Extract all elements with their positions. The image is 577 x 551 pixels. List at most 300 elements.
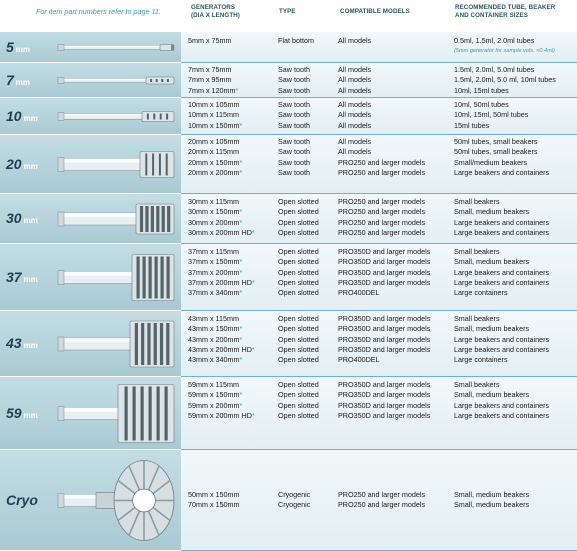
generator-type (278, 247, 319, 257)
recommended-sizes-text: 15ml tubes (454, 120, 490, 130)
probe-slot (166, 323, 169, 365)
generator-dimensions-cell (188, 380, 255, 421)
generator-probe-image (40, 32, 178, 63)
generator-dimensions-text: 37mm x 340mm (188, 288, 240, 298)
compatible-models-text: PRO250 and larger models (338, 207, 426, 217)
probe-shaft-highlight (60, 46, 162, 47)
recommended-sizes (454, 100, 528, 110)
probe-slot (149, 257, 152, 299)
recommended-sizes (454, 490, 529, 500)
generator-type (278, 197, 319, 207)
generator-type (278, 36, 314, 46)
asterisk-marker: * (239, 324, 243, 334)
generator-size-label (6, 156, 38, 172)
compatible-models-text: PRO350D and larger models (338, 344, 431, 354)
generator-dimensions-cell (188, 247, 255, 298)
generator-type-text: Open slotted (278, 400, 319, 410)
asterisk-marker: * (239, 257, 243, 267)
compatible-models-text: PRO350D and larger models (338, 380, 431, 389)
generator-dimensions (188, 197, 255, 207)
compatible-models-text: All models (338, 147, 372, 157)
generator-dimensions-text: 7mm x 95mm (188, 75, 232, 85)
compatible-models (338, 65, 371, 75)
compatible-models (338, 228, 425, 238)
generator-dimensions-cell (188, 137, 242, 178)
asterisk-marker: * (239, 207, 243, 217)
generator-type-text: Open slotted (278, 207, 319, 217)
compatible-models-text: PRO250 and larger models (338, 227, 426, 237)
compatible-models-text: All models (338, 65, 372, 74)
probe-slot (145, 206, 148, 232)
generator-dimensions-text: 10mm x 150mm (188, 120, 240, 130)
generator-type (278, 121, 310, 131)
generator-type (278, 390, 319, 400)
compatible-models (338, 158, 425, 168)
generator-type (278, 324, 319, 334)
generator-dimensions (188, 218, 255, 228)
recommended-sizes (454, 278, 549, 288)
generator-dimensions (188, 278, 255, 288)
compatible-models-text: PRO250 and larger models (338, 157, 426, 167)
probe-slot (125, 387, 128, 441)
generator-dimensions (188, 401, 255, 411)
generator-type (278, 65, 310, 75)
generator-type-text: Open slotted (278, 410, 319, 420)
generator-image-cell (0, 98, 181, 135)
recommended-sizes-text: Large beakers and containers (454, 277, 550, 287)
generator-type (278, 158, 310, 168)
size-value: 5 (6, 38, 14, 55)
generator-type (278, 147, 310, 157)
generator-type-text: Saw tooth (278, 147, 310, 157)
generator-dimensions-text: 43mm x 115mm (188, 314, 239, 323)
probe-slot (162, 206, 165, 232)
recommended-sizes-text: Small beakers (454, 197, 500, 206)
recommended-sizes (454, 168, 549, 178)
asterisk-marker: * (239, 120, 243, 130)
generator-dimensions-text: 30mm x 200mm (188, 217, 240, 227)
recommended-sizes (454, 86, 556, 96)
probe-slot (157, 387, 160, 441)
asterisk-marker: * (239, 157, 243, 167)
compatible-models-text: PRO250 and larger models (338, 217, 426, 227)
generator-type-text: Open slotted (278, 355, 319, 365)
generator-type-text: Open slotted (278, 197, 319, 206)
generator-type-text: Saw tooth (278, 157, 310, 167)
size-value: 10 (6, 107, 22, 124)
asterisk-marker: * (239, 390, 243, 400)
recommended-sizes (454, 247, 549, 257)
probe-slot (147, 114, 149, 120)
size-unit: mm (23, 341, 38, 350)
generator-dimensions-text: 20mm x 200mm (188, 167, 240, 177)
generator-type (278, 168, 310, 178)
recommended-sizes-text: 10ml, 15ml, 50ml tubes (454, 110, 529, 120)
generator-dimensions (188, 36, 232, 46)
generator-spec-cell (181, 244, 577, 311)
generator-dimensions-cell (188, 490, 240, 511)
compatible-models-text: PRO350D and larger models (338, 390, 431, 400)
generator-spec-cell (181, 63, 577, 98)
asterisk-marker: * (251, 277, 255, 287)
generator-type-text: Saw tooth (278, 167, 310, 177)
compatible-models-text: All models (338, 100, 372, 109)
probe-slot (167, 206, 170, 232)
generator-dimensions (188, 324, 255, 334)
generator-type-cell (278, 137, 310, 178)
probe-slot (156, 206, 159, 232)
probe-shaft-highlight (60, 408, 120, 412)
generator-image-cell (0, 194, 181, 244)
recommended-sizes-cell (454, 137, 549, 178)
compatible-models (338, 288, 430, 298)
generator-type (278, 110, 310, 120)
asterisk-marker: * (239, 167, 243, 177)
generator-dimensions-text: 10mm x 105mm (188, 100, 240, 109)
recommended-sizes-text: Small beakers (454, 314, 500, 323)
header-recommended: RECOMMENDED TUBE, BEAKER AND CONTAINER SIZES (455, 4, 556, 19)
recommended-sizes-text: Small, medium beakers (454, 207, 530, 217)
generator-image-cell (0, 135, 181, 194)
compatible-models-cell (338, 137, 425, 178)
compatible-models-text: PRO350D and larger models (338, 324, 431, 334)
recommended-note: (5mm generator for sample vols. <0.4ml) (454, 48, 555, 55)
generator-type-text: Saw tooth (278, 85, 310, 95)
generator-size-label (6, 210, 38, 226)
recommended-sizes (454, 75, 556, 85)
compatible-models-cell (338, 380, 430, 421)
probe-shaft-highlight (60, 114, 144, 116)
generator-dimensions-cell (188, 36, 232, 46)
compatible-models-text: PRO250 and larger models (338, 500, 426, 510)
recommended-sizes (454, 228, 549, 238)
compatible-models-text: PRO350D and larger models (338, 267, 431, 277)
generator-dimensions-text: 7mm x 75mm (188, 65, 232, 74)
generator-size-label (6, 39, 30, 55)
compatible-models-cell (338, 100, 371, 131)
generator-dimensions (188, 75, 238, 85)
recommended-sizes-text: 50ml tubes, small beakers (454, 147, 538, 157)
generator-dimensions (188, 168, 242, 178)
generator-dimensions-text: 70mm x 150mm (188, 500, 240, 510)
generator-spec-cell (181, 98, 577, 135)
probe-shaft-highlight (60, 79, 148, 80)
recommended-sizes-text: 50ml tubes, small beakers (454, 137, 538, 146)
generator-dimensions-text: 37mm x 115mm (188, 247, 239, 256)
generator-spec-cell (181, 194, 577, 244)
generator-dimensions-text: 59mm x 150mm (188, 390, 240, 400)
recommended-sizes (454, 137, 549, 147)
compatible-models (338, 147, 425, 157)
compatible-models-text: All models (338, 120, 372, 130)
generator-dimensions (188, 380, 255, 390)
recommended-sizes-text: Small/medium beakers (454, 157, 528, 167)
recommended-sizes-cell (454, 100, 528, 131)
compatible-models (338, 380, 430, 390)
size-value: 43 (6, 335, 22, 351)
compatible-models-cell (338, 247, 430, 298)
recommended-sizes (454, 268, 549, 278)
compatible-models-text: PRO350D and larger models (338, 334, 431, 344)
recommended-sizes (454, 390, 549, 400)
generator-dimensions (188, 355, 255, 365)
asterisk-marker: * (235, 85, 239, 95)
recommended-sizes-text: Small, medium beakers (454, 500, 530, 510)
compatible-models (338, 247, 430, 257)
probe-slot (133, 387, 136, 441)
probe-head (140, 152, 174, 178)
generator-type-text: Open slotted (278, 344, 319, 354)
probe-collar (58, 407, 64, 421)
table-row (0, 135, 577, 194)
generator-dimensions-text: 43mm x 200mm HD (188, 344, 252, 354)
recommended-sizes (454, 345, 549, 355)
generator-dimensions-text: 20mm x 105mm (188, 137, 240, 146)
recommended-sizes-text: 0.5ml, 1.5ml, 2.0ml tubes (454, 36, 535, 45)
recommended-sizes-text: 10ml, 50ml tubes (454, 100, 509, 109)
compatible-models (338, 197, 425, 207)
generator-dimensions (188, 100, 242, 110)
generator-type (278, 75, 310, 85)
compatible-models-text: PRO350D and larger models (338, 410, 431, 420)
generator-type-text: Saw tooth (278, 65, 310, 74)
compatible-models-text: PRO350D and larger models (338, 400, 431, 410)
compatible-models (338, 168, 425, 178)
recommended-sizes-text: Small beakers (454, 380, 500, 389)
recommended-sizes-cell (454, 247, 549, 298)
recommended-sizes (454, 197, 549, 207)
compatible-models (338, 218, 425, 228)
generator-dimensions-text: 43mm x 150mm (188, 324, 240, 334)
size-unit: mm (15, 44, 31, 54)
table-row (0, 450, 577, 551)
generator-type-text: Open slotted (278, 390, 319, 400)
generator-type-text: Open slotted (278, 314, 319, 323)
table-row (0, 32, 577, 63)
compatible-models-text: PRO350D and larger models (338, 314, 431, 323)
probe-slot (160, 114, 162, 120)
size-value: 7 (6, 71, 14, 88)
asterisk-marker: * (239, 355, 243, 365)
recommended-sizes (454, 314, 549, 324)
probe-slot (143, 257, 146, 299)
table-row (0, 63, 577, 98)
compatible-models-cell (338, 36, 371, 46)
size-value: 37 (6, 268, 22, 285)
probe-slot (155, 257, 158, 299)
generator-image-cell (0, 377, 181, 450)
generator-type-text: Open slotted (278, 247, 319, 256)
recommended-sizes (454, 288, 549, 298)
recommended-sizes (454, 121, 528, 131)
generator-type-cell (278, 380, 319, 421)
probe-slot (165, 387, 168, 441)
generator-image-cell (0, 244, 181, 311)
compatible-models-text: All models (338, 110, 372, 120)
generator-dimensions-text: 10mm x 115mm (188, 110, 239, 120)
generator-dimensions (188, 147, 242, 157)
recommended-sizes-cell (454, 36, 555, 57)
generator-type (278, 257, 319, 267)
probe-slot (149, 387, 152, 441)
probe-slot (141, 387, 144, 441)
recommended-sizes (454, 36, 555, 46)
compatible-models (338, 278, 430, 288)
recommended-sizes (454, 257, 549, 267)
generator-dimensions-cell (188, 65, 238, 96)
compatible-models (338, 207, 425, 217)
asterisk-marker: * (239, 334, 243, 344)
table-row (0, 194, 577, 244)
probe-slot (151, 206, 154, 232)
asterisk-marker: * (239, 267, 243, 277)
compatible-models-cell (338, 197, 425, 238)
recommended-sizes (454, 207, 549, 217)
generator-type-text: Open slotted (278, 267, 319, 277)
asterisk-marker: * (251, 344, 255, 354)
size-unit: mm (23, 216, 38, 225)
generator-type-text: Open slotted (278, 380, 319, 389)
probe-shaft-highlight (60, 213, 138, 217)
generator-type (278, 268, 319, 278)
generator-type (278, 137, 310, 147)
probe-slot (156, 79, 158, 82)
generator-dimensions (188, 86, 238, 96)
probe-slot (145, 154, 147, 176)
recommended-sizes-text: Large beakers and containers (454, 400, 550, 410)
generator-type (278, 355, 319, 365)
recommended-sizes (454, 218, 549, 228)
generator-type (278, 207, 319, 217)
generator-type-text: Saw tooth (278, 110, 310, 120)
generator-dimensions (188, 500, 240, 510)
compatible-models (338, 86, 371, 96)
generator-type (278, 411, 319, 421)
compatible-models (338, 411, 430, 421)
generator-dimensions (188, 257, 255, 267)
generator-type-text: Flat bottom (278, 36, 314, 45)
generator-dimensions (188, 335, 255, 345)
generator-dimensions (188, 158, 242, 168)
compatible-models-text: PRO350D and larger models (338, 277, 431, 287)
generator-dimensions-text: 30mm x 200mm HD (188, 227, 252, 237)
generator-probe-image (40, 98, 178, 135)
generator-dimensions-cell (188, 197, 255, 238)
asterisk-marker: * (239, 288, 243, 298)
table-row (0, 311, 577, 377)
size-value: 59 (6, 404, 22, 421)
generator-dimensions (188, 137, 242, 147)
compatible-models (338, 36, 371, 46)
probe-slot (167, 257, 170, 299)
recommended-sizes-text: Large beakers and containers (454, 334, 550, 344)
compatible-models-text: PRO350D and larger models (338, 257, 431, 267)
generator-probe-image (40, 244, 178, 311)
generator-type-text: Open slotted (278, 277, 319, 287)
generator-dimensions (188, 288, 255, 298)
compatible-models-cell (338, 65, 371, 96)
probe-collar (58, 337, 64, 351)
generator-type-text: Saw tooth (278, 137, 310, 146)
generator-probe-image (40, 194, 178, 244)
compatible-models-text: PRO400DEL (338, 288, 380, 298)
generator-size-label (6, 72, 30, 88)
probe-collar (58, 158, 64, 172)
compatible-models-text: PRO250 and larger models (338, 197, 426, 206)
generator-type-text: Cryogenic (278, 500, 311, 510)
probe-collar (58, 212, 64, 226)
generator-type (278, 490, 310, 500)
probe-slot (167, 79, 169, 82)
recommended-sizes (454, 158, 549, 168)
probe-slot (152, 154, 154, 176)
recommended-sizes-text: 10ml, 15ml tubes (454, 85, 509, 95)
recommended-sizes-text: Small beakers (454, 247, 500, 256)
generator-type (278, 218, 319, 228)
generator-dimensions (188, 314, 255, 324)
generator-type-cell (278, 65, 310, 96)
recommended-sizes-text: Large beakers and containers (454, 167, 550, 177)
generator-spec-cell (181, 32, 577, 63)
generator-dimensions (188, 110, 242, 120)
compatible-models-text: All models (338, 36, 372, 45)
generator-type-text: Cryogenic (278, 490, 311, 499)
generator-spec-cell (181, 135, 577, 194)
generator-dimensions-text: 43mm x 340mm (188, 355, 240, 365)
generator-spec-cell (181, 311, 577, 377)
generator-image-cell (0, 32, 181, 63)
recommended-sizes (454, 355, 549, 365)
compatible-models (338, 100, 371, 110)
compatible-models (338, 137, 425, 147)
recommended-sizes-text: 1.5ml, 2.0ml, 5.0 ml, 10ml tubes (454, 75, 556, 85)
generator-dimensions (188, 121, 242, 131)
generator-type (278, 278, 319, 288)
compatible-models-text: All models (338, 85, 372, 95)
size-unit: mm (23, 161, 38, 171)
recommended-sizes-text: Large beakers and containers (454, 227, 550, 237)
generator-type-cell (278, 100, 310, 131)
generator-type-text: Saw tooth (278, 100, 310, 109)
generator-type-text: Saw tooth (278, 120, 310, 130)
generator-type-text: Open slotted (278, 257, 319, 267)
generator-dimensions (188, 268, 255, 278)
generator-type (278, 314, 319, 324)
probe-slot (154, 323, 157, 365)
generator-dimensions-text: 37mm x 150mm (188, 257, 240, 267)
recommended-sizes (454, 411, 549, 421)
probe-shaft-highlight (60, 159, 142, 163)
asterisk-marker: * (251, 227, 255, 237)
generator-dimensions-text: 43mm x 200mm (188, 334, 240, 344)
generator-dimensions-text: 37mm x 200mm (188, 267, 240, 277)
compatible-models (338, 335, 430, 345)
generator-type (278, 401, 319, 411)
generator-type-cell (278, 36, 314, 46)
generator-dimensions (188, 390, 255, 400)
probe-shaft-highlight (60, 272, 134, 276)
generator-probe-image (40, 311, 178, 377)
generator-type-cell (278, 247, 319, 298)
recommended-sizes-text: Large beakers and containers (454, 410, 550, 420)
generator-dimensions (188, 411, 255, 421)
table-header (0, 0, 577, 32)
recommended-sizes (454, 324, 549, 334)
compatible-models (338, 268, 430, 278)
recommended-sizes-text: Large beakers and containers (454, 217, 550, 227)
generator-dimensions-text: 59mm x 200mm (188, 400, 240, 410)
probe-slot (153, 114, 155, 120)
